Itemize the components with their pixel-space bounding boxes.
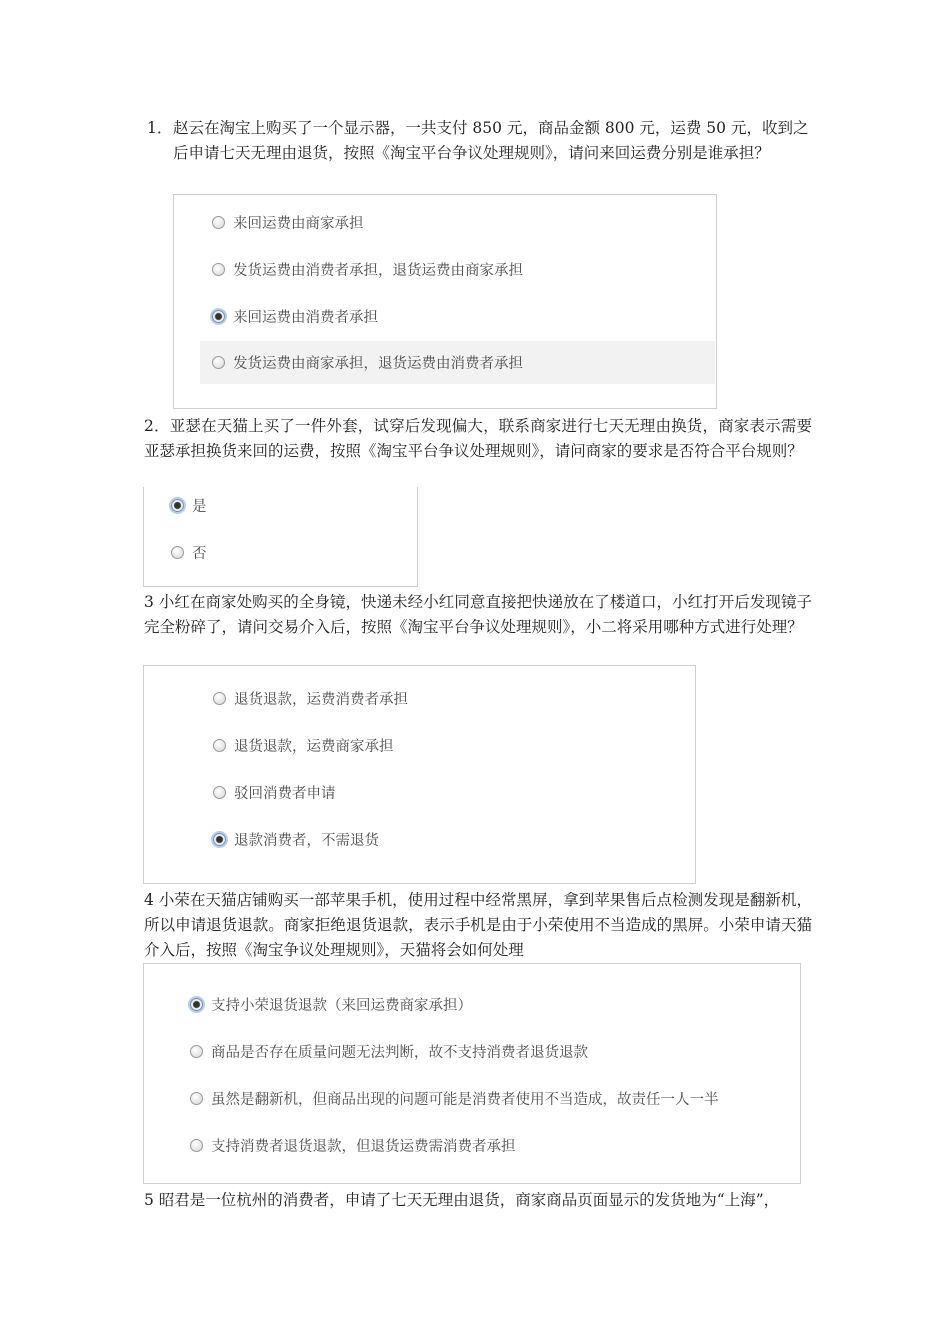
q4-option-3-label: 虽然是翻新机，但商品出现的问题可能是消费者使用不当造成，故责任一人一半 [211, 1091, 719, 1108]
q4-option-3[interactable] [190, 1078, 719, 1118]
q4-option-1[interactable] [190, 984, 472, 1024]
radio-checked-icon[interactable] [190, 998, 203, 1011]
radio-unchecked-icon[interactable] [190, 1092, 203, 1105]
q4-option-2-label: 商品是否存在质量问题无法判断，故不支持消费者退货退款 [211, 1044, 588, 1061]
radio-unchecked-icon[interactable] [190, 1045, 203, 1058]
radio-unchecked-icon[interactable] [213, 739, 226, 752]
question-2-text: 2．亚瑟在天猫上买了一件外套，试穿后发现偏大，联系商家进行七天无理由换货，商家表示需要亚瑟承担换货来回的运费，按照《淘宝平台争议处理规则》，请问商家的要求是否符合平台规则？ [144, 417, 812, 460]
q1-option-3-label: 来回运费由消费者承担 [233, 309, 378, 326]
radio-unchecked-icon[interactable] [212, 216, 225, 229]
question-3-text: 3 小红在商家处购买的全身镜，快递未经小红同意直接把快递放在了楼道口，小红打开后发现镜子完全粉碎了，请问交易介入后，按照《淘宝平台争议处理规则》，小二将采用哪种方式进行处理？ [144, 593, 812, 636]
radio-checked-icon[interactable] [171, 499, 184, 512]
q4-option-2[interactable] [190, 1031, 588, 1071]
q1-option-4-label: 发货运费由商家承担，退货运费由消费者承担 [233, 356, 523, 372]
q1-option-3[interactable] [212, 296, 378, 336]
radio-unchecked-icon[interactable] [212, 263, 225, 276]
q3-option-1-label: 退货退款，运费消费者承担 [234, 691, 408, 708]
q3-option-4[interactable] [213, 819, 379, 859]
question-5-text: 5 昭君是一位杭州的消费者，申请了七天无理由退货，商家商品页面显示的发货地为“上海”， [144, 1191, 780, 1209]
q1-option-1-label: 来回运费由商家承担 [233, 215, 364, 232]
q2-option-1[interactable] [171, 485, 207, 525]
q4-option-4-label: 支持消费者退货退款，但退货运费需消费者承担 [211, 1138, 516, 1155]
q1-option-2-label: 发货运费由消费者承担，退货运费由商家承担 [233, 262, 523, 279]
q4-option-4[interactable] [190, 1125, 516, 1165]
q3-option-4-label: 退款消费者，不需退货 [234, 832, 379, 849]
question-1-body: 赵云在淘宝上购买了一个显示器，一共支付 850 元，商品金额 800 元，运费 50 元，收到之后申请七天无理由退货，按照《淘宝平台争议处理规则》，请问来回运费分别是谁承担？ [173, 119, 809, 162]
q3-option-2-label: 退货退款，运费商家承担 [234, 738, 394, 755]
radio-unchecked-icon[interactable] [190, 1139, 203, 1152]
q2-option-2-label: 否 [192, 545, 207, 562]
q4-option-1-label: 支持小荣退货退款（来回运费商家承担） [211, 997, 472, 1014]
radio-unchecked-icon[interactable] [212, 356, 225, 369]
q2-option-2[interactable] [171, 532, 207, 572]
radio-checked-icon[interactable] [212, 310, 225, 323]
question-2-options-panel [143, 487, 418, 587]
q2-option-1-label: 是 [192, 498, 207, 515]
question-4-options-panel [143, 963, 801, 1184]
q1-option-1[interactable] [212, 202, 364, 242]
question-1-options-panel [173, 194, 717, 409]
radio-unchecked-icon[interactable] [213, 786, 226, 799]
q1-option-4[interactable] [200, 341, 715, 384]
q3-option-3-label: 驳回消费者申请 [234, 785, 336, 802]
question-4-text: 4 小荣在天猫店铺购买一部苹果手机，使用过程中经常黑屏，拿到苹果售后点检测发现是翻新机，所以申请退货退款。商家拒绝退货退款，表示手机是由于小荣使用不当造成的黑屏。小荣申请天猫介入后，按照《淘宝争议处理规则》，天猫将会如何处理 [144, 891, 812, 959]
radio-unchecked-icon[interactable] [171, 546, 184, 559]
question-3-options-panel [143, 665, 696, 884]
radio-checked-icon[interactable] [213, 833, 226, 846]
q3-option-2[interactable] [213, 725, 394, 765]
question-1-text [147, 116, 812, 166]
q1-option-2[interactable] [212, 249, 523, 289]
q3-option-3[interactable] [213, 772, 336, 812]
question-1-number: 1． [147, 119, 173, 137]
radio-unchecked-icon[interactable] [213, 692, 226, 705]
q3-option-1[interactable] [213, 678, 408, 718]
